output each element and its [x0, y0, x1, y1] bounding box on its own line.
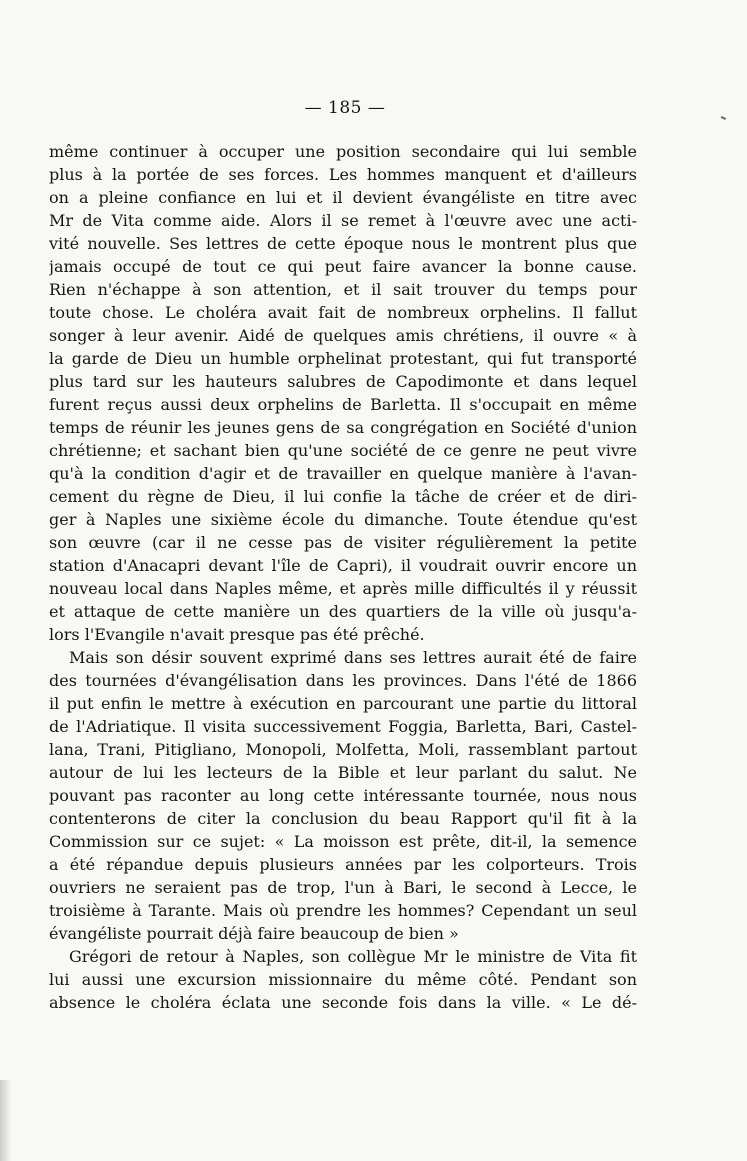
- text-line: a été répandue depuis plusieurs années par les colporteurs. Trois: [49, 855, 637, 874]
- page-edge-shadow: [0, 1080, 12, 1161]
- text-line: toute chose. Le choléra avait fait de nombreux orphelins. Il fallut: [49, 303, 637, 322]
- text-line: absence le choléra éclata une seconde fois dans la ville. « Le dé-: [49, 993, 637, 1012]
- text-line: ouvriers ne seraient pas de trop, l'un à Bari, le second à Lecce, le: [49, 878, 637, 897]
- text-line: Rien n'échappe à son attention, et il sait trouver du temps pour: [49, 280, 637, 299]
- text-line: des tournées d'évangélisation dans les provinces. Dans l'été de 1866: [49, 671, 637, 690]
- text-line: Mais son désir souvent exprimé dans ses lettres aurait été de faire: [69, 648, 637, 667]
- text-line: ger à Naples une sixième école du dimanche. Toute étendue qu'est: [49, 510, 637, 529]
- text-line: station d'Anacapri devant l'île de Capri), il voudrait ouvrir encore un: [49, 556, 637, 575]
- text-line: plus à la portée de ses forces. Les hommes manquent et d'ailleurs: [49, 165, 637, 184]
- text-line: Mr de Vita comme aide. Alors il se remet à l'œuvre avec une acti-: [49, 211, 637, 230]
- text-line: il put enfin le mettre à exécution en parcourant une partie du littoral: [49, 694, 637, 713]
- text-line: qu'à la condition d'agir et de travailler en quelque manière à l'avan-: [49, 464, 637, 483]
- text-line: on a pleine confiance en lui et il devient évangéliste en titre avec: [49, 188, 637, 207]
- text-line: pouvant pas raconter au long cette intéressante tournée, nous nous: [49, 786, 637, 805]
- print-speck: [721, 116, 726, 120]
- text-line: plus tard sur les hauteurs salubres de Capodimonte et dans lequel: [49, 372, 637, 391]
- body-text: [49, 140, 637, 1014]
- text-line: autour de lui les lecteurs de la Bible et leur parlant du salut. Ne: [49, 763, 637, 782]
- page-number: — 185 —: [304, 98, 386, 118]
- text-line: troisième à Tarante. Mais où prendre les hommes? Cependant un seul: [49, 901, 637, 920]
- text-line: de l'Adriatique. Il visita successivement Foggia, Barletta, Bari, Castel-: [49, 717, 637, 736]
- text-line: vité nouvelle. Ses lettres de cette époque nous le montrent plus que: [49, 234, 637, 253]
- text-line: évangéliste pourrait déjà faire beaucoup de bien »: [49, 924, 459, 943]
- text-line: Grégori de retour à Naples, son collègue Mr le ministre de Vita fit: [69, 947, 637, 966]
- text-line: songer à leur avenir. Aidé de quelques amis chrétiens, il ouvre « à: [49, 326, 637, 345]
- text-line: furent reçus aussi deux orphelins de Barletta. Il s'occupait en même: [49, 395, 637, 414]
- text-line: lui aussi une excursion missionnaire du même côté. Pendant son: [49, 970, 637, 989]
- text-line: jamais occupé de tout ce qui peut faire avancer la bonne cause.: [49, 257, 637, 276]
- text-line: lors l'Evangile n'avait presque pas été prêché.: [49, 625, 425, 644]
- text-line: temps de réunir les jeunes gens de sa congrégation en Société d'union: [49, 418, 637, 437]
- text-line: chrétienne; et sachant bien qu'une société de ce genre ne peut vivre: [49, 441, 637, 460]
- text-line: et attaque de cette manière un des quartiers de la ville où jusqu'a-: [49, 602, 637, 621]
- text-line: cement du règne de Dieu, il lui confie la tâche de créer et de diri-: [49, 487, 637, 506]
- text-line: son œuvre (car il ne cesse pas de visiter régulièrement la petite: [49, 533, 637, 552]
- text-line: contenterons de citer la conclusion du beau Rapport qu'il fit à la: [49, 809, 637, 828]
- text-line: la garde de Dieu un humble orphelinat protestant, qui fut transporté: [49, 349, 637, 368]
- text-line: lana, Trani, Pitigliano, Monopoli, Molfetta, Moli, rassemblant partout: [49, 740, 637, 759]
- text-line: Commission sur ce sujet: « La moisson est prête, dit-il, la semence: [49, 832, 637, 851]
- text-line: même continuer à occuper une position secondaire qui lui semble: [49, 142, 637, 161]
- text-line: nouveau local dans Naples même, et après mille difficultés il y réussit: [49, 579, 637, 598]
